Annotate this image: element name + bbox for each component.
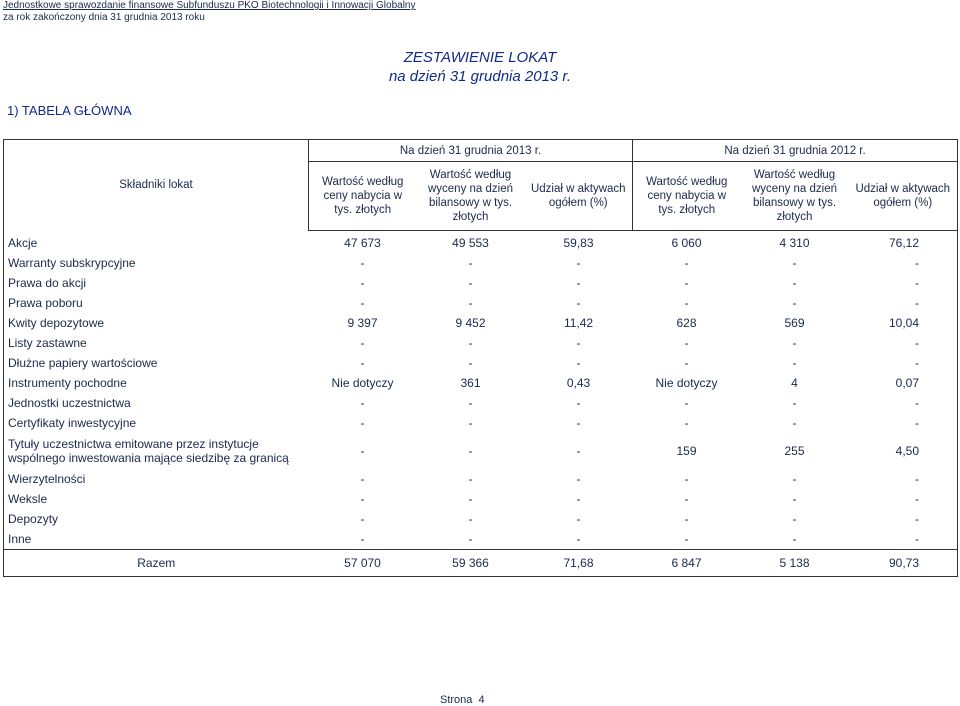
total-cell: 6 847 <box>633 550 741 577</box>
table-cell: - <box>792 416 797 430</box>
table-cell: - <box>468 296 473 310</box>
total-row <box>4 550 958 577</box>
table-cell: - <box>576 256 581 270</box>
table-row <box>4 509 958 529</box>
page-number <box>440 694 485 706</box>
table-row <box>4 231 958 254</box>
column-header-share-2012: Udział w aktywach ogółem (%) <box>849 162 958 231</box>
table-cell: 0,43 <box>566 376 591 390</box>
table-cell: - <box>576 396 581 410</box>
table-cell: - <box>360 396 365 410</box>
table-cell: - <box>360 336 365 350</box>
table-cell: - <box>468 472 473 486</box>
document-header-period: za rok zakończony dnia 31 grudnia 2013 roku <box>3 11 205 23</box>
table-cell: Nie dotyczy <box>331 376 394 390</box>
column-header-valuation-2012: Wartość według wyceny na dzień bilansowy w tys. złotych <box>741 162 849 231</box>
table-cell: 11,42 <box>563 316 594 330</box>
row-label: Akcje <box>4 231 309 254</box>
row-label: Instrumenty pochodne <box>4 373 309 393</box>
table-cell: - <box>468 416 473 430</box>
table-cell: 159 <box>676 444 697 458</box>
table-cell: - <box>684 416 689 430</box>
table-cell: - <box>792 532 797 546</box>
table-cell: - <box>360 444 365 458</box>
table-cell: - <box>576 512 581 526</box>
row-label: Jednostki uczestnictwa <box>4 393 309 413</box>
table-row <box>4 529 958 550</box>
table-cell: - <box>360 256 365 270</box>
table-cell: - <box>684 276 689 290</box>
table-cell: - <box>849 489 958 509</box>
table-row <box>4 489 958 509</box>
document-header <box>3 0 415 23</box>
period-header-row <box>4 140 958 162</box>
table-cell: - <box>684 492 689 506</box>
table-cell: 0,07 <box>849 373 958 393</box>
period-header-2012: Na dzień 31 grudnia 2012 r. <box>633 140 958 162</box>
report-title <box>0 48 960 86</box>
table-cell: - <box>792 296 797 310</box>
table-row <box>4 353 958 373</box>
table-cell: - <box>684 532 689 546</box>
total-cell: 57 070 <box>309 550 417 577</box>
table-row <box>4 393 958 413</box>
section-label: 1) TABELA GŁÓWNA <box>7 103 132 118</box>
table-cell: - <box>684 356 689 370</box>
table-cell: 4,50 <box>849 433 958 469</box>
table-cell: - <box>360 492 365 506</box>
report-title-date: na dzień 31 grudnia 2013 r. <box>388 68 572 85</box>
table-cell: - <box>576 532 581 546</box>
table-cell: - <box>576 444 581 458</box>
table-cell: 76,12 <box>849 231 958 254</box>
table-cell: 628 <box>676 316 697 330</box>
table-cell: 4 310 <box>779 236 810 250</box>
table-cell: - <box>576 276 581 290</box>
row-label: Certyfikaty inwestycyjne <box>4 413 309 433</box>
table-cell: - <box>792 492 797 506</box>
column-header-share-2013: Udział w aktywach ogółem (%) <box>525 162 633 231</box>
table-row <box>4 433 958 469</box>
row-label: Wierzytelności <box>4 469 309 489</box>
table-cell: 47 673 <box>344 236 381 250</box>
table-cell: - <box>792 472 797 486</box>
table-cell: 255 <box>784 444 805 458</box>
table-cell: - <box>576 472 581 486</box>
table-cell: - <box>360 512 365 526</box>
table-cell: - <box>576 336 581 350</box>
investments-table <box>3 139 958 577</box>
row-label: Prawa poboru <box>4 293 309 313</box>
table-cell: 9 397 <box>347 316 378 330</box>
table-cell: 4 <box>791 376 798 390</box>
table-cell: 9 452 <box>455 316 486 330</box>
table-row <box>4 253 958 273</box>
row-label: Tytuły uczestnictwa emitowane przez instytucje wspólnego inwestowania mające siedzibę za granicą <box>4 433 309 469</box>
table-cell: - <box>468 336 473 350</box>
row-label: Dłużne papiery wartościowe <box>4 353 309 373</box>
table-cell: - <box>849 469 958 489</box>
table-cell: - <box>849 529 958 550</box>
table-cell: Nie dotyczy <box>655 376 718 390</box>
table-cell: - <box>360 532 365 546</box>
table-cell: - <box>468 444 473 458</box>
column-header-components: Składniki lokat <box>4 140 309 231</box>
table-cell: - <box>360 416 365 430</box>
table-cell: - <box>792 512 797 526</box>
row-label: Prawa do akcji <box>4 273 309 293</box>
table-cell: - <box>849 273 958 293</box>
table-cell: - <box>792 396 797 410</box>
table-cell: - <box>468 492 473 506</box>
page-number-value: 4 <box>478 694 485 706</box>
table-cell: - <box>849 509 958 529</box>
table-cell: - <box>468 256 473 270</box>
table-cell: - <box>576 356 581 370</box>
table-cell: - <box>849 253 958 273</box>
row-label: Weksle <box>4 489 309 509</box>
table-cell: - <box>684 396 689 410</box>
table-cell: - <box>468 532 473 546</box>
table-cell: - <box>684 336 689 350</box>
total-cell: 59 366 <box>417 550 525 577</box>
table-row <box>4 293 958 313</box>
table-row <box>4 273 958 293</box>
column-header-acq-cost-2012: Wartość według ceny nabycia w tys. złotych <box>633 162 741 231</box>
table-cell: - <box>468 276 473 290</box>
table-cell: - <box>684 512 689 526</box>
table-cell: - <box>792 336 797 350</box>
table-cell: - <box>468 356 473 370</box>
table-cell: 10,04 <box>849 313 958 333</box>
column-header-acq-cost-2013: Wartość według ceny nabycia w tys. złotych <box>309 162 417 231</box>
table-cell: - <box>360 276 365 290</box>
table-cell: 49 553 <box>452 236 489 250</box>
row-label: Listy zastawne <box>4 333 309 353</box>
table-cell: - <box>684 472 689 486</box>
table-row <box>4 313 958 333</box>
column-header-valuation-2013: Wartość według wyceny na dzień bilansowy w tys. złotych <box>417 162 525 231</box>
total-cell: 71,68 <box>525 550 633 577</box>
total-cell: 5 138 <box>741 550 849 577</box>
period-header-2013: Na dzień 31 grudnia 2013 r. <box>309 140 633 162</box>
table-cell: - <box>849 413 958 433</box>
table-cell: - <box>792 276 797 290</box>
table-cell: - <box>684 256 689 270</box>
table-row <box>4 469 958 489</box>
report-title-main: ZESTAWIENIE LOKAT <box>403 49 557 66</box>
table-cell: - <box>684 296 689 310</box>
table-cell: - <box>360 472 365 486</box>
row-label: Kwity depozytowe <box>4 313 309 333</box>
table-row <box>4 373 958 393</box>
table-cell: - <box>576 492 581 506</box>
row-label: Depozyty <box>4 509 309 529</box>
table-cell: 569 <box>784 316 805 330</box>
table-cell: 6 060 <box>671 236 702 250</box>
table-cell: - <box>576 416 581 430</box>
table-cell: - <box>849 353 958 373</box>
total-cell: 90,73 <box>849 550 958 577</box>
table-cell: - <box>849 393 958 413</box>
table-cell: - <box>792 356 797 370</box>
document-header-title: Jednostkowe sprawozdanie finansowe Subfunduszu PKO Biotechnologii i Innowacji Globalny <box>3 0 416 11</box>
table-cell: - <box>576 296 581 310</box>
table-cell: - <box>360 296 365 310</box>
table-cell: - <box>468 512 473 526</box>
table-cell: - <box>468 396 473 410</box>
table-cell: 361 <box>460 376 481 390</box>
table-cell: - <box>849 293 958 313</box>
table-cell: 59,83 <box>563 236 594 250</box>
table-row <box>4 333 958 353</box>
table-cell: - <box>849 333 958 353</box>
table-cell: - <box>792 256 797 270</box>
page-label: Strona <box>440 694 473 706</box>
total-label: Razem <box>4 550 309 577</box>
row-label: Warranty subskrypcyjne <box>4 253 309 273</box>
row-label: Inne <box>4 529 309 550</box>
table-cell: - <box>360 356 365 370</box>
table-row <box>4 413 958 433</box>
